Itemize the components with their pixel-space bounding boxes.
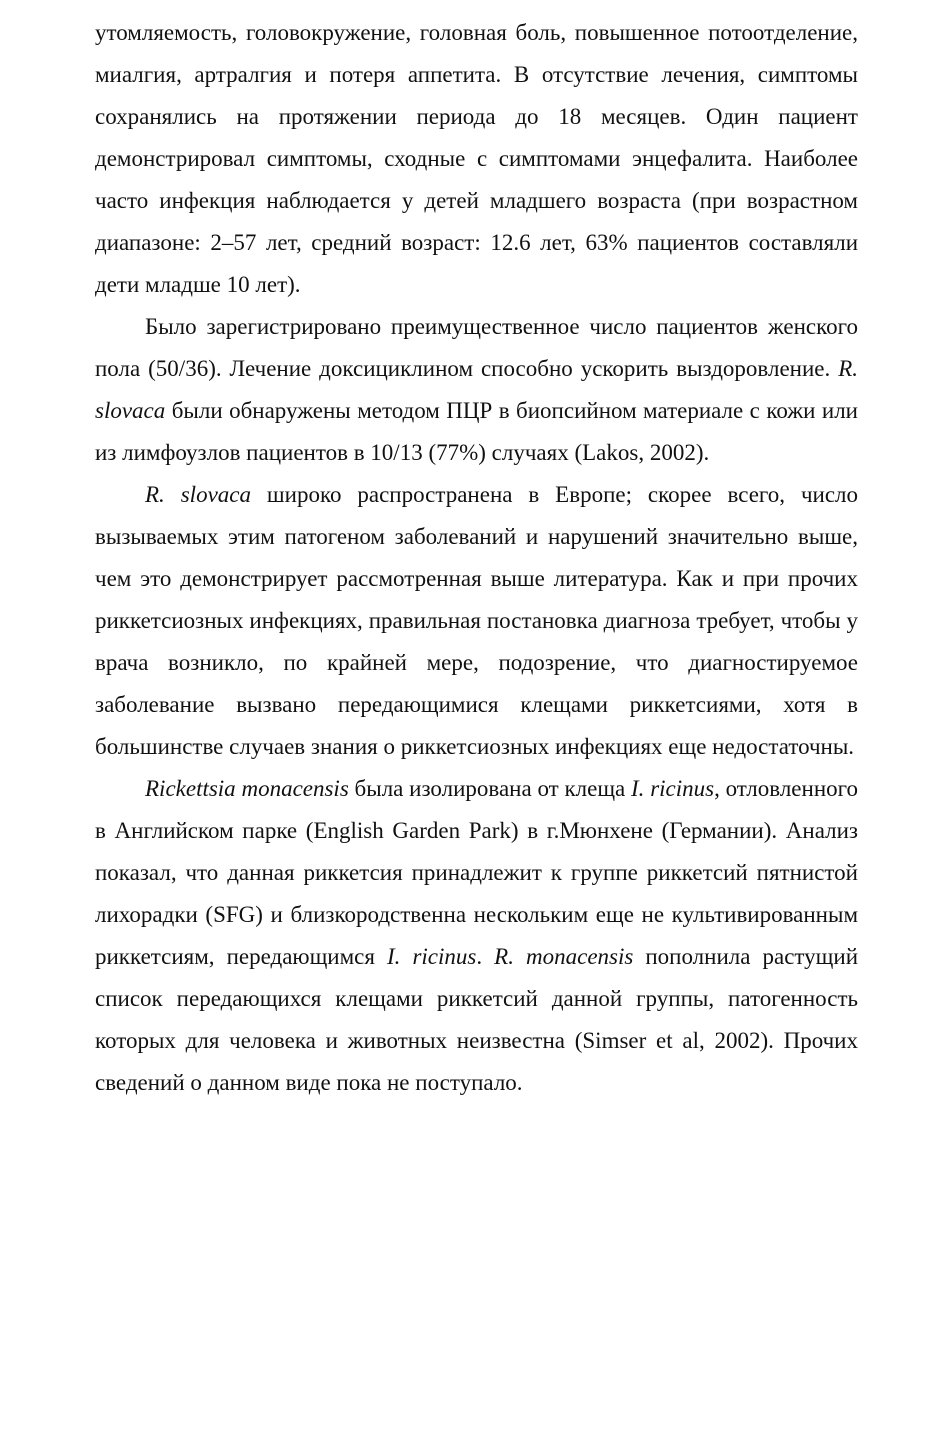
paragraph-4-text: . xyxy=(476,944,495,969)
paragraph-4 xyxy=(95,768,858,1104)
paragraph-1 xyxy=(95,12,858,306)
species-name-italic: R. slovaca xyxy=(95,356,858,423)
document-page xyxy=(95,12,858,1104)
species-name-italic: Rickettsia monacensis xyxy=(145,776,349,801)
paragraph-3-text: широко распространена в Европе; скорее всего, число вызываемых этим патогеном заболеваний и нарушений значительно выше, чем это демонстрирует рассмотренная выше литература. Как и при прочих риккетсиозных инфекциях, правильная постановка диагноза требует, чтобы у врача возникло, по крайней мере, подозрение, что диагностируемое заболевание вызвано передающимися клещами риккетсиями, хотя в большинстве случаев знания о риккетсиозных инфекциях еще недостаточны. xyxy=(95,482,859,759)
species-name-italic: R. monacensis xyxy=(494,944,634,969)
species-name-italic: I. ricinus xyxy=(631,776,715,801)
paragraph-2-text: Было зарегистрировано преимущественное число пациентов женского пола (50/36). Лечение доксициклином способно ускорить выздоровление. xyxy=(95,314,858,381)
paragraph-2 xyxy=(95,306,858,474)
paragraph-1-text: утомляемость, головокружение, головная боль, повышенное потоотделение, миалгия, артралгия и потеря аппетита. В отсутствие лечения, симптомы сохранялись на протяжении периода до 18 месяцев. Один пациент демонстрировал симптомы, сходные с симптомами энцефалита. Наиболее часто инфекция наблюдается у детей младшего возраста (при возрастном диапазоне: 2–57 лет, средний возраст: 12.6 лет, 63% пациентов составляли дети младше 10 лет). xyxy=(95,20,858,297)
paragraph-2-text: были обнаружены методом ПЦР в биопсийном материале с кожи или из лимфоузлов пациентов в 10/13 (77%) случаях (Lakos, 2002). xyxy=(95,398,858,465)
paragraph-4-text: была изолирована от клеща xyxy=(348,776,632,801)
paragraph-4-text: пополнила растущий список передающихся клещами риккетсий данной группы, патогенность которых для человека и животных неизвестна (Simser et al, 2002). Прочих сведений о данном виде пока не поступало. xyxy=(95,944,859,1095)
paragraph-4-text: , отловленного в Английском парке (English Garden Park) в г.Мюнхене (Германии). Анализ показал, что данная риккетсия принадлежит к группе риккетсий пятнистой лихорадки (SFG) и близкородственна нескольким еще не культивированным риккетсиям, передающимся xyxy=(95,776,858,969)
species-name-italic: R. slovaca xyxy=(145,482,251,507)
species-name-italic: I. ricinus xyxy=(387,944,477,969)
paragraph-3 xyxy=(95,474,858,768)
